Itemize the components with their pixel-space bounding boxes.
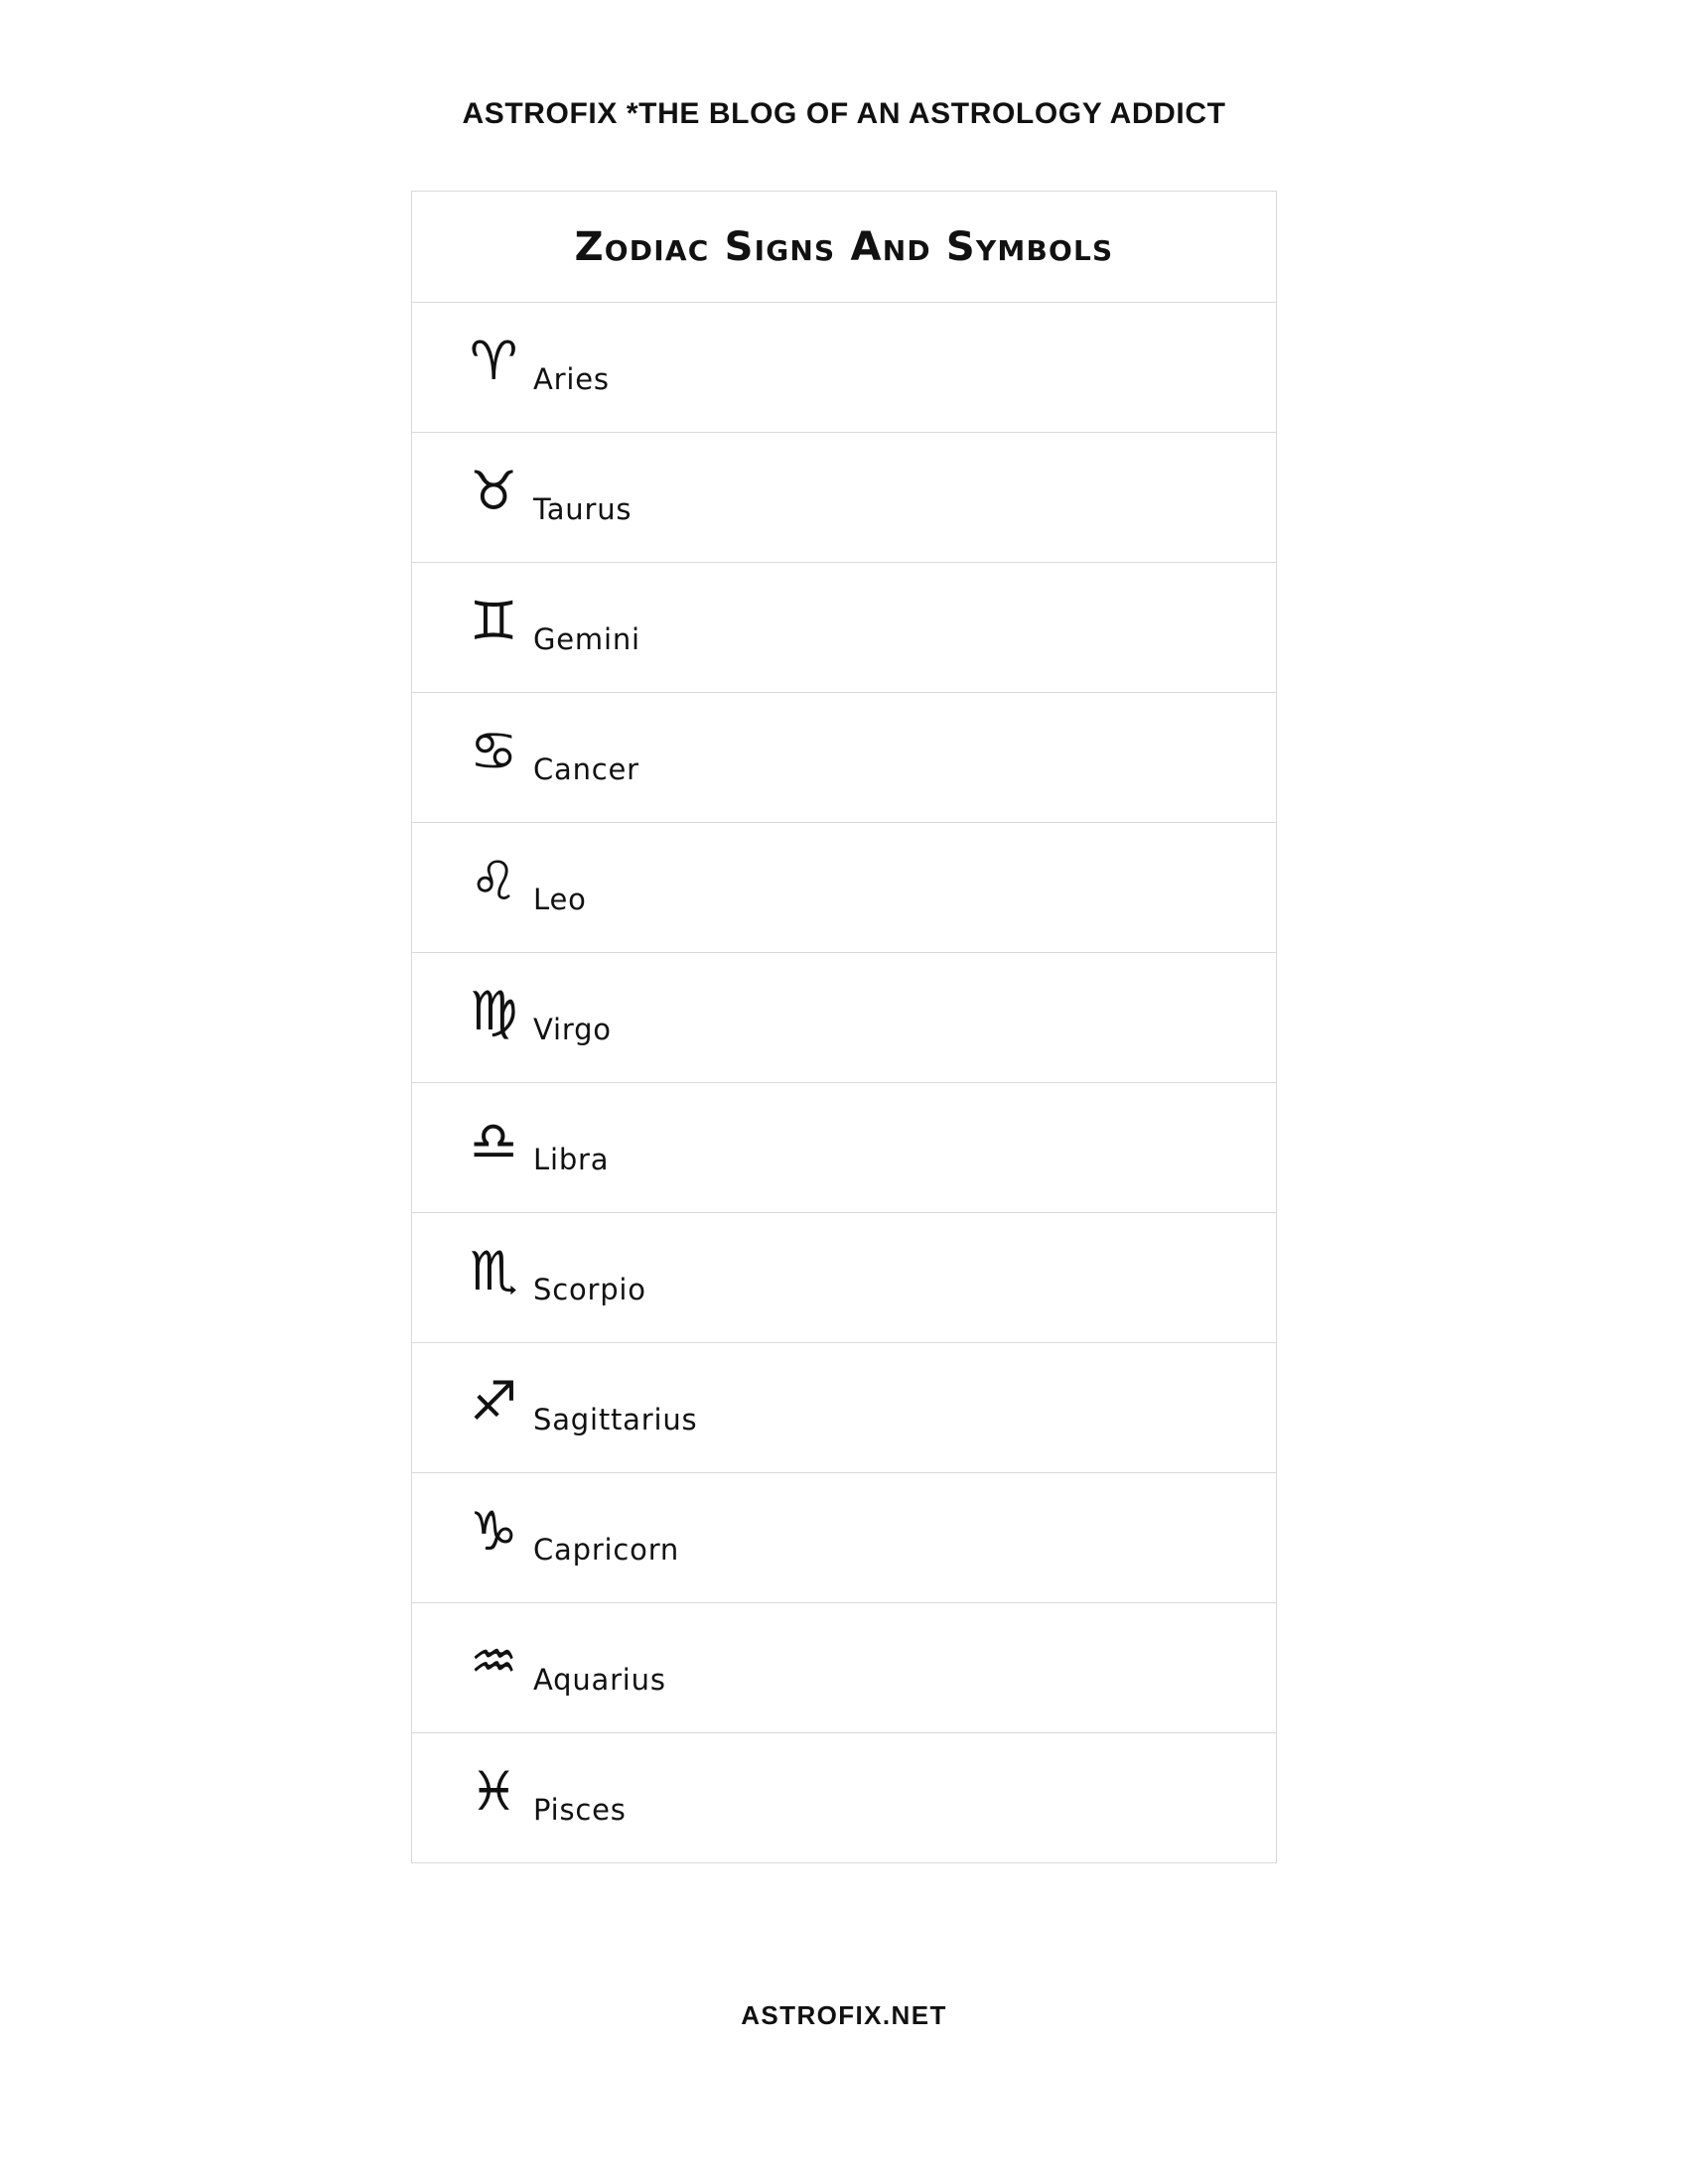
table-row: [412, 1733, 1276, 1863]
sign-name-label: Scorpio: [533, 1273, 646, 1306]
sagittarius-symbol-icon: ♐: [470, 1370, 518, 1433]
scorpio-symbol-icon: ♏: [470, 1240, 518, 1302]
table-row: [412, 1603, 1276, 1733]
leo-symbol-icon: ♌: [470, 850, 518, 912]
taurus-symbol-icon: ♉: [470, 460, 518, 522]
table-row: [412, 1473, 1276, 1603]
table-row: [412, 1213, 1276, 1343]
aries-symbol-icon: ♈: [470, 330, 518, 392]
sign-name-label: Aries: [533, 362, 610, 396]
libra-symbol-icon: ♎: [470, 1110, 518, 1172]
capricorn-symbol-icon: ♑: [470, 1500, 518, 1563]
table-title-cell: [412, 192, 1276, 303]
sign-name-label: Aquarius: [533, 1663, 666, 1697]
table-row: [412, 563, 1276, 693]
cancer-symbol-icon: ♋: [470, 720, 518, 782]
table-row: [412, 823, 1276, 953]
table-row: [412, 433, 1276, 563]
virgo-symbol-icon: ♍: [470, 980, 518, 1042]
zodiac-table: [411, 191, 1277, 1863]
sign-name-label: Cancer: [533, 752, 639, 786]
table-row: [412, 303, 1276, 433]
footer-site-url: ASTROFIX.NET: [741, 2000, 947, 2030]
sign-name-label: Libra: [533, 1143, 610, 1176]
sign-name-label: Sagittarius: [533, 1403, 698, 1436]
table-row: [412, 953, 1276, 1083]
pisces-symbol-icon: ♓: [470, 1760, 518, 1823]
sign-name-label: Leo: [533, 883, 587, 916]
table-title-text: Zodiac Signs And Symbols: [574, 223, 1114, 270]
gemini-symbol-icon: ♊: [470, 590, 518, 652]
aquarius-symbol-icon: ♒: [470, 1630, 518, 1693]
table-row: [412, 1343, 1276, 1473]
sign-name-label: Gemini: [533, 622, 640, 656]
sign-name-label: Pisces: [533, 1793, 627, 1827]
table-row: [412, 693, 1276, 823]
table-row: [412, 1083, 1276, 1213]
sign-name-label: Virgo: [533, 1013, 612, 1046]
page-title: ASTROFIX *THE BLOG OF AN ASTROLOGY ADDICT: [462, 97, 1226, 130]
sign-name-label: Taurus: [533, 492, 633, 526]
sign-name-label: Capricorn: [533, 1533, 680, 1567]
